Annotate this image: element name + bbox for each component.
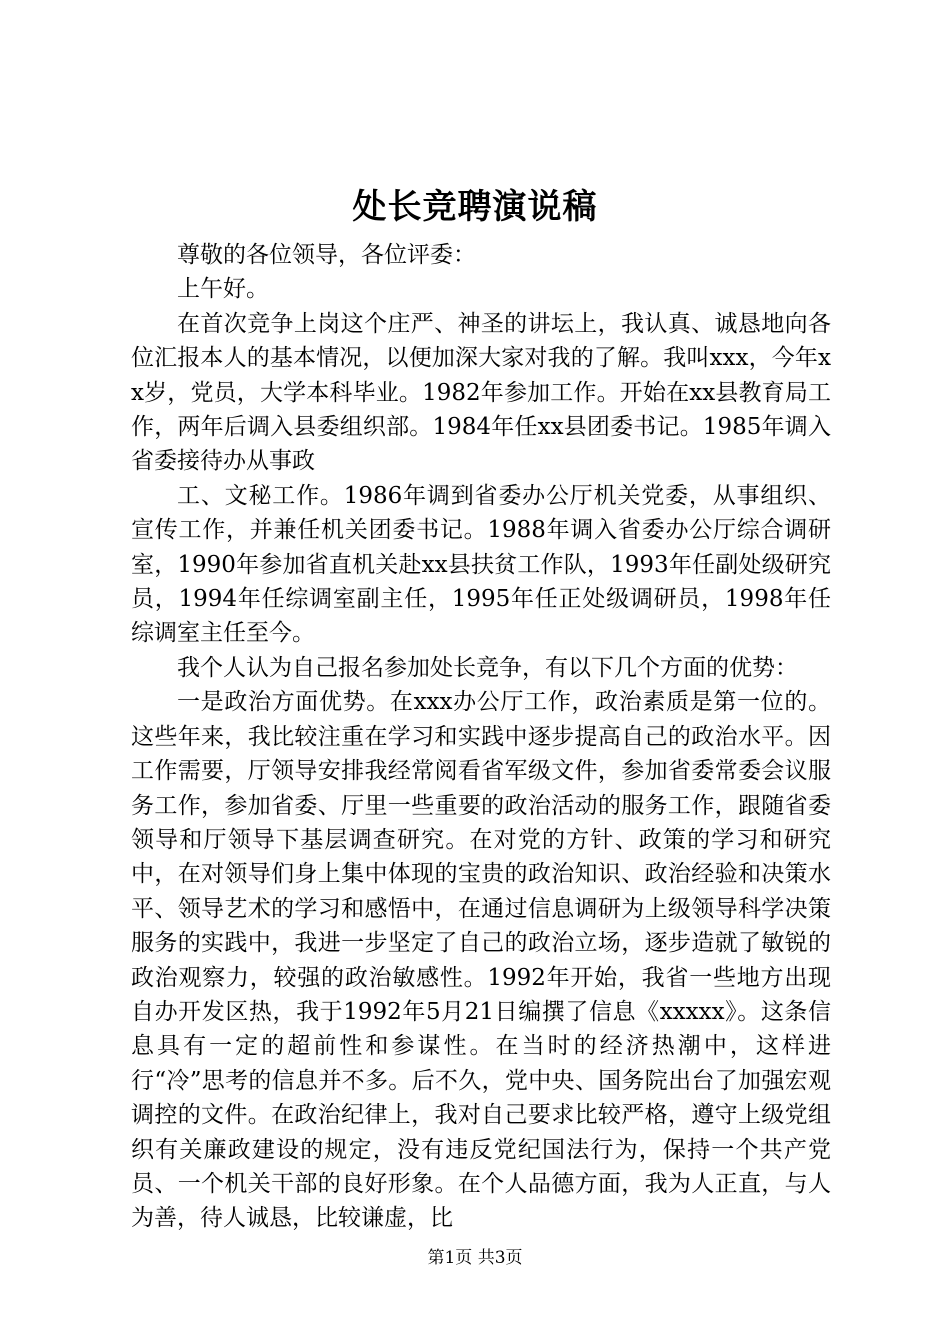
- paragraph-advantages-lead: 我个人认为自己报名参加处长竞争，有以下几个方面的优势：: [177, 654, 798, 681]
- page-footer: 第1页 共3页: [427, 1248, 523, 1268]
- document-title: 处长竞聘演说稿: [352, 187, 598, 227]
- greeting: 上午好。: [177, 276, 269, 303]
- paragraph-career: 工、文秘工作。1986年调到省委办公厅机关党委，从事组织、宣传工作，并兼任机关团委书记。1988年调入省委办公厅综合调研室，1990年参加省直机关赴xx县扶贫工作队，1993年任副处级研究员，1994年任综调室副主任，1995年任正处级调研员，1998年任综调室主任至今。: [131, 482, 831, 647]
- paragraph-political-advantage: 一是政治方面优势。在xxx办公厅工作，政治素质是第一位的。这些年来，我比较注重在学习和实践中逐步提高自己的政治水平。因工作需要，厅领导安排我经常阅看省军级文件，参加省委常委会议服务工作，参加省委、厅里一些重要的政治活动的服务工作，跟随省委领导和厅领导下基层调查研究。在对党的方针、政策的学习和研究中，在对领导们身上集中体现的宝贵的政治知识、政治经验和决策水平、领导艺术的学习和感悟中，在通过信息调研为上级领导科学决策服务的实践中，我进一步坚定了自己的政治立场，逐步造就了敏锐的政治观察力，较强的政治敏感性。1992年开始，我省一些地方出现自办开发区热，我于1992年5月21日编撰了信息《xxxxx》。这条信息具有一定的超前性和参谋性。在当时的经济热潮中，这样进行“冷”思考的信息并不多。后不久，党中央、国务院出台了加强宏观调控的文件。在政治纪律上，我对自己要求比较严格，遵守上级党组织有关廉政建设的规定，没有违反党纪国法行为，保持一个共产党员、一个机关干部的良好形象。在个人品德方面，我为人正直，与人为善，待人诚恳，比较谦虚，比: [131, 689, 831, 1232]
- paragraph-intro: 在首次竞争上岗这个庄严、神圣的讲坛上，我认真、诚恳地向各位汇报本人的基本情况，以便加深大家对我的了解。我叫xxx，今年xx岁，党员，大学本科毕业。1982年参加工作。开始在xx县教育局工作，两年后调入县委组织部。1984年任xx县团委书记。1985年调入省委接待办从事政: [131, 310, 831, 475]
- document-body: [131, 238, 831, 1236]
- salutation: 尊敬的各位领导，各位评委：: [177, 242, 476, 268]
